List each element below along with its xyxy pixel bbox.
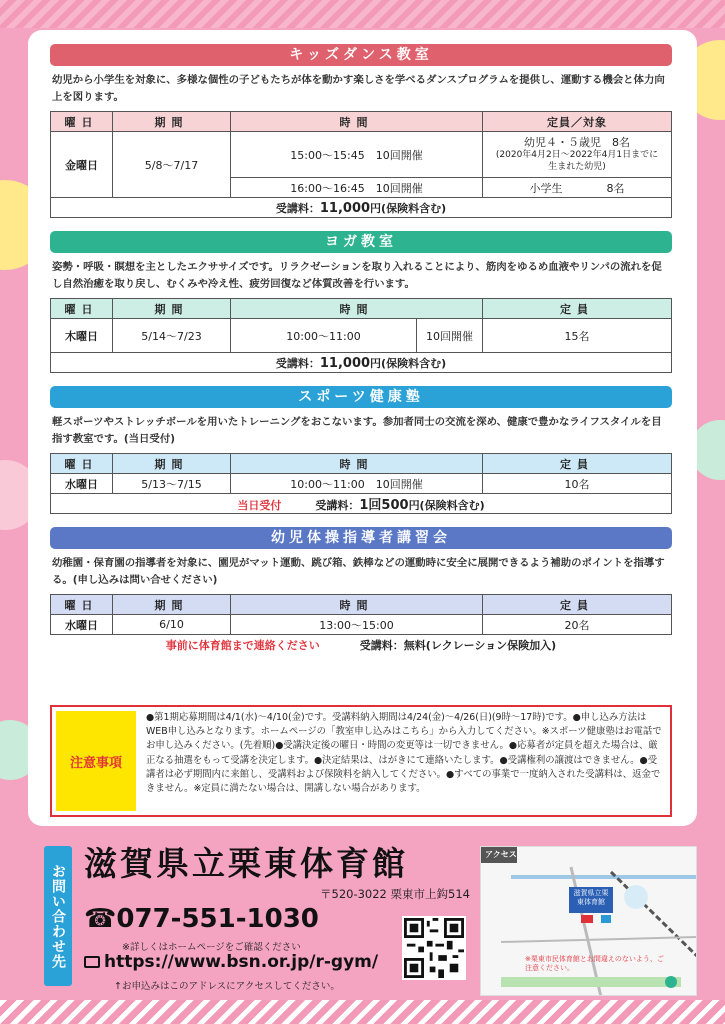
header-capacity: 定員 (483, 299, 672, 319)
header-period: 期間 (113, 595, 231, 615)
section-description: 姿勢・呼吸・瞑想を主としたエクササイズです。リラクゼーションを取り入れることにより、筋肉をゆるめ血液やリンパの流れを促し自然治癒を取り戻し、むくみや冷え性、疲労回復など体質改善を行います。 (52, 261, 662, 290)
fee-label: 受講料： (275, 201, 320, 215)
time-cell: 15:00〜15:45 10回開催 (231, 132, 483, 178)
section-title: 幼児体操指導者講習会 (50, 527, 672, 549)
section-description: 幼稚園・保育園の指導者を対象に、園児がマット運動、跳び箱、鉄棒などの運動時に安全に展開できるよう補助のポイントを指導する。(申し込みは問い合せください) (52, 557, 665, 586)
capacity-cell (483, 132, 672, 178)
homepage-note: ※詳しくはホームページをご確認ください (122, 942, 301, 953)
fee-cell (51, 198, 672, 218)
header-period: 期間 (113, 299, 231, 319)
count-cell: 10回開催 (417, 319, 483, 353)
header-day: 曜日 (51, 112, 113, 132)
header-time: 時間 (231, 112, 483, 132)
period-cell: 6/10 (113, 615, 231, 635)
header-time: 時間 (231, 454, 483, 474)
access-note-text: お申込みはこのアドレスにアクセスしてください。 (121, 981, 340, 992)
schedule-table (50, 453, 672, 514)
capacity-text: 幼児４・５歳児 8名 (524, 135, 630, 149)
section-title: スポーツ健康塾 (50, 386, 672, 408)
access-map (480, 846, 697, 996)
map-access-label: アクセス (485, 850, 517, 859)
header-period: 期間 (113, 454, 231, 474)
section-description: 幼児から小学生を対象に、多様な個性の子どもたちが体を動かす楽しさを学べるダンスプログラムを提供し、運動する機会と体力向上を図ります。 (52, 74, 665, 103)
time-cell: 16:00〜16:45 10回開催 (231, 178, 483, 198)
day-cell: 水曜日 (51, 474, 113, 494)
notice-label: 注意事項 (56, 711, 136, 811)
fee-suffix: 円(保険料含む) (370, 201, 447, 215)
capacity-cell: 15名 (483, 319, 672, 353)
same-day-note: 当日受付 (237, 499, 282, 512)
time-cell: 10:00〜11:00 (231, 319, 417, 353)
header-capacity: 定員 (483, 595, 672, 615)
notice-text: ●第1期応募期間は4/1(水)〜4/10(金)です。受講料納入期間は4/24(金)〜4/26(日)(9時〜17時)です。●申し込み方法はWEB申し込みとなります。ホームページの「教室申し込みはこちら」から入力してください。※スポーツ健康塾はお電話でお申し込みください。(先着順)●受講決定後の曜日・時間の変更等は一切できません。●応募者が定員を超えた場合は、厳正なる抽選をもって受講を決定します。●決定結果は、はがきにて連絡いたします。●受講権利の譲渡はできません。●受講者は必ず期間内に来館し、受講料および保険料を納入してください。●すべての事業で一度納入された受講料は、返金できません。※定員に満たない場合は、開講しない場合があります。 (146, 712, 662, 795)
section-title: キッズダンス教室 (50, 44, 672, 66)
header-day: 曜日 (51, 299, 113, 319)
gym-name: 滋賀県立栗東体育館 (84, 844, 408, 883)
header-day: 曜日 (51, 595, 113, 615)
capacity-cell: 20名 (483, 615, 672, 635)
website-link[interactable] (84, 952, 378, 972)
period-cell: 5/8〜7/17 (113, 132, 231, 198)
fee-amount: 1回500 (359, 498, 409, 513)
address: 〒520-3022 栗東市上鈎514 (320, 887, 470, 901)
bg-stripes (0, 0, 725, 28)
fee-cell (51, 353, 672, 373)
header-period: 期間 (113, 112, 231, 132)
capacity-cell: 小学生 8名 (483, 178, 672, 198)
time-cell: 13:00〜15:00 (231, 615, 483, 635)
phone-number[interactable] (84, 904, 319, 934)
contact-area (40, 838, 697, 998)
section-description: 軽スポーツやストレッチボールを用いたトレーニングをおこないます。参加者同士の交流を深め、健康で豊かなライフスタイルを目指す教室です。(当日受付) (52, 416, 662, 445)
fee-suffix: 円(保険料含む) (408, 499, 485, 512)
header-day: 曜日 (51, 454, 113, 474)
phone-icon: ☎ (84, 904, 117, 934)
header-time: 時間 (231, 595, 483, 615)
day-cell: 水曜日 (51, 615, 113, 635)
period-cell: 5/13〜7/15 (113, 474, 231, 494)
fee-label: 受講料： (275, 356, 320, 370)
fee-cell (51, 494, 672, 514)
day-cell: 金曜日 (51, 132, 113, 198)
period-cell: 5/14〜7/23 (113, 319, 231, 353)
header-time: 時間 (231, 299, 483, 319)
section-sports-health (50, 386, 672, 514)
schedule-table (50, 298, 672, 373)
arrow-icon: ↑ (114, 981, 122, 992)
fee-amount: 11,000 (319, 355, 371, 371)
fee-amount: 11,000 (319, 200, 371, 216)
schedule-table (50, 111, 672, 218)
contact-tab: お問い合わせ先 (44, 846, 72, 986)
qr-code[interactable] (402, 916, 466, 980)
notice-box (50, 705, 672, 817)
map-image (481, 847, 697, 996)
access-note (114, 978, 340, 992)
section-instructor-workshop (50, 527, 672, 655)
day-cell: 木曜日 (51, 319, 113, 353)
fee-cell (51, 635, 672, 655)
schedule-table (50, 594, 672, 655)
section-yoga (50, 231, 672, 373)
header-capacity: 定員／対象 (483, 112, 672, 132)
map-note: ※栗東市民体育館とお間違えのないよう、ご注意ください。 (525, 955, 664, 972)
computer-icon (84, 956, 100, 968)
fee-suffix: 円(保険料含む) (370, 356, 447, 370)
section-kids-dance (50, 44, 672, 218)
section-title: ヨガ教室 (50, 231, 672, 253)
capacity-cell: 10名 (483, 474, 672, 494)
time-cell: 10:00〜11:00 10回開催 (231, 474, 483, 494)
fee-text: 無料(レクレーション保険加入) (403, 638, 557, 652)
header-capacity: 定員 (483, 454, 672, 474)
fee-label: 受講料： (315, 499, 360, 512)
phone-text: 077-551-1030 (116, 904, 319, 934)
website-url: https://www.bsn.or.jp/r-gym/ (104, 952, 379, 972)
course-list (50, 44, 672, 655)
contact-first-note: 事前に体育館まで連絡ください (165, 638, 320, 652)
bg-stripes (0, 1000, 725, 1024)
capacity-note: (2020年4月2日〜2022年4月1日までに生まれた幼児) (495, 149, 659, 172)
fee-label: 受講料： (359, 638, 404, 652)
qr-code-image (404, 918, 464, 978)
map-gym-label: 滋賀県立栗東体育館 (573, 889, 609, 906)
